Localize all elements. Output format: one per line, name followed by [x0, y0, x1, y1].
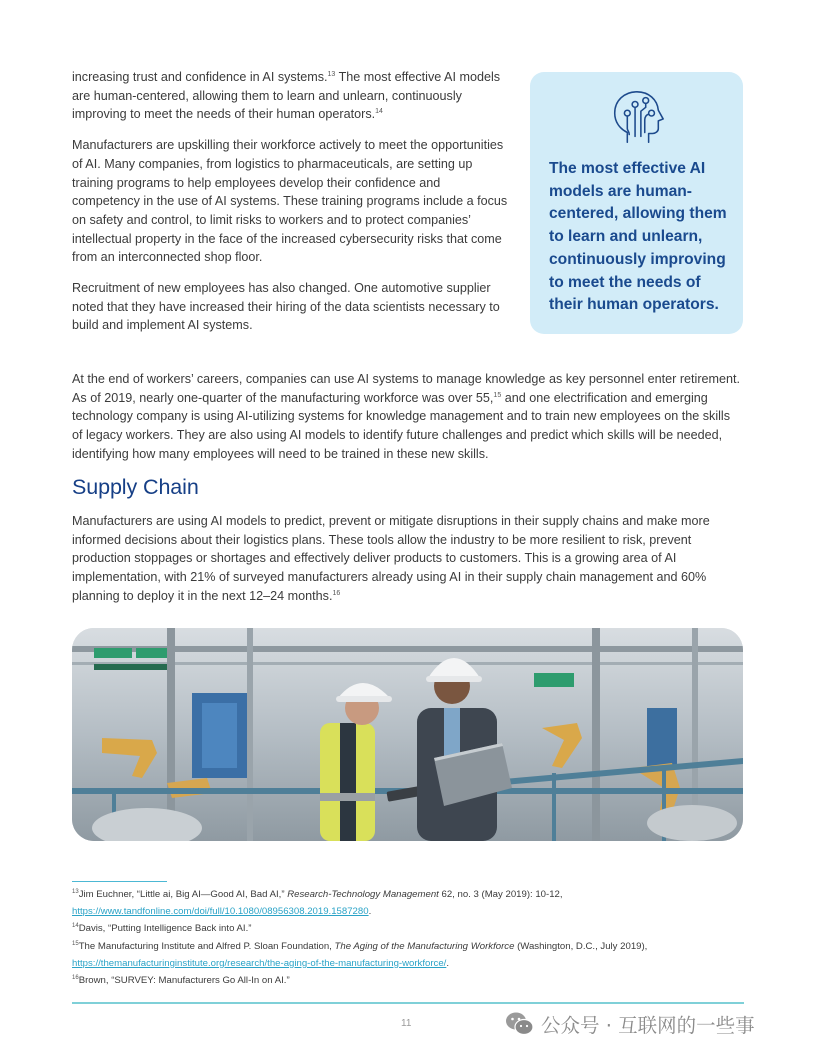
recruitment-paragraph: Recruitment of new employees has also changed. One automotive supplier noted that they have increased their hiring of the data scientists necessary to build and implement AI systems.: [72, 281, 500, 333]
page-number: 11: [401, 1018, 412, 1029]
footnote-14: $^{14}$Davis, “Putting Intelligence Back into AI.”: [72, 923, 252, 935]
callout-quote: The most effective AI models are human-centered, allowing them to learn and unlearn, continuously improving to meet the needs of their human operators.: [549, 160, 727, 314]
trust-paragraph: [72, 68, 510, 124]
photo-illustration: [72, 628, 743, 841]
left-column: [72, 68, 510, 347]
supply-chain-paragraph: [72, 512, 744, 606]
careers-paragraph: [72, 370, 744, 464]
footnote-ref-13[interactable]: 13: [327, 71, 336, 78]
watermark: [505, 1010, 755, 1038]
watermark-text: 公众号 · 互联网的一些事: [541, 1014, 755, 1037]
paragraph-text: The most effective AI models are human-centered, allowing them to learn and unlearn, continuously improving to meet the needs of their human operators.: [72, 70, 501, 122]
footnote-ref-15[interactable]: 15: [493, 391, 502, 399]
footnote-divider: [72, 881, 167, 882]
footnote-13: $^{13}$Jim Euchner, “Little ai, Big AI—Good AI, Bad AI,” Research-Technology Management 62, no. 3 (May 2019): 10-12, https://www.tandfonline.com/doi/full/10.1080/08956308.2019.1587280.: [72, 889, 563, 918]
footnotes: [72, 886, 752, 989]
footer-divider: [72, 1002, 744, 1004]
section-heading-supply-chain: Supply Chain: [72, 475, 199, 499]
footnote-16: $^{16}$Brown, “SURVEY: Manufacturers Go All-In on AI.”: [72, 975, 290, 987]
footnote-ref-16[interactable]: 16: [332, 589, 341, 597]
pull-quote-callout: [530, 72, 743, 334]
paragraph-text: Manufacturers are using AI models to predict, prevent or mitigate disruptions in their supply chains and make more informed decisions about their logistics plans. These tools allow the industry to be more resilient to risk, prevent production stoppages or shortages and effectively deliver products to customers. This is a growing area of AI implementation, with 21% of surveyed manufacturers already using AI in their supply chain management and 60% planning to deploy it in the next 12–24 months.: [72, 514, 710, 603]
footnote-15: $^{15}$The Manufacturing Institute and Alfred P. Sloan Foundation, The Aging of the Manufacturing Workforce (Washington, D.C., July 2019), https://themanufacturinginstitute.org/research/the-aging-of-the-manufacturing-workforce/.: [72, 940, 648, 969]
paragraph-text: increasing trust and confidence in AI systems.: [72, 70, 328, 84]
wechat-icon: [505, 1011, 535, 1037]
ai-head-circuit-icon: [606, 86, 668, 148]
upskilling-paragraph: Manufacturers are upskilling their workforce actively to meet the opportunities of AI. Many companies, from logistics to pharmaceuticals, are setting up training programs to help employees develop their confidence and competency in the use of AI systems. These training programs include a focus on safety and control, to limit risks to workers and to protect companies’ intellectual property in the face of the increased cybersecurity risks that come from an interconnected shop floor.: [72, 138, 508, 265]
factory-workers-photo: [72, 628, 743, 841]
paragraph-text: and one electrification and emerging technology company is using AI-utilizing systems for knowledge management and to train new employees on the skills of legacy workers. They are also using AI models to identify future challenges and predict which skills will be needed, identifying how many employees will need to be trained in these new skills.: [72, 390, 731, 461]
paragraph-text: At the end of workers’ careers, companies can use AI systems to manage knowledge as key personnel enter retirement. As of 2019, nearly one-quarter of the manufacturing workforce was over 55,: [72, 372, 741, 405]
footnote-ref-14[interactable]: 14: [375, 108, 383, 116]
footnote-15-link[interactable]: https://themanufacturinginstitute.org/research/the-aging-of-the-manufacturing-workforce/: [72, 957, 447, 969]
footnote-13-link[interactable]: https://www.tandfonline.com/doi/full/10.1080/08956308.2019.1587280: [72, 906, 369, 918]
